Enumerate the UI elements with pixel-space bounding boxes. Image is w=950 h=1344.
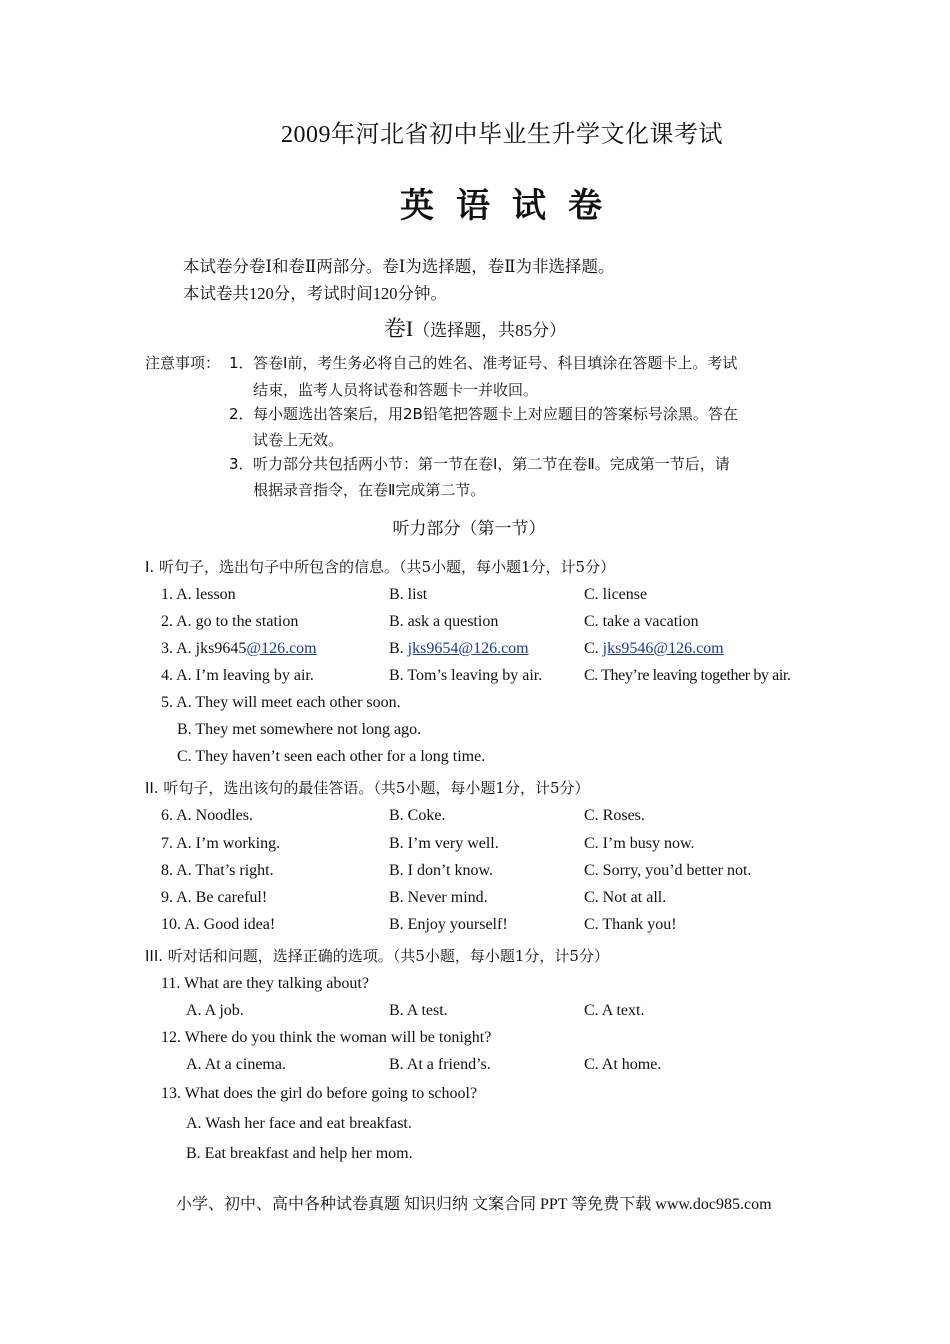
- q1-option-b: B. list: [389, 586, 428, 603]
- section-2-points: （共5小题，每小题1分，计5分）: [373, 779, 590, 797]
- section-2-heading: [145, 777, 590, 798]
- q7-option-a: 7. A. I’m working.: [161, 835, 281, 852]
- section-1-instruction: I. 听句子，选出句子中所包含的信息。: [145, 558, 399, 576]
- q13-option-b: B. Eat breakfast and help her mom.: [186, 1145, 413, 1162]
- q1-option-a: 1. A. lesson: [161, 586, 236, 603]
- q9-option-c: C. Not at all.: [584, 889, 667, 906]
- q2-option-c: C. take a vacation: [584, 613, 699, 630]
- note-1-line-2: 结束，监考人员将试卷和答题卡一并收回。: [253, 381, 539, 399]
- q1-option-c: C. license: [584, 586, 648, 603]
- q11-option-b: B. A test.: [389, 1002, 448, 1019]
- q8-option-b: B. I don’t know.: [389, 862, 493, 879]
- exam-subtitle: 英语试卷: [400, 188, 624, 225]
- section-2-instruction: II. 听句子，选出该句的最佳答语。: [145, 779, 374, 797]
- intro-line-1: 本试卷分卷Ⅰ和卷Ⅱ两部分。卷Ⅰ为选择题，卷Ⅱ为非选择题。: [183, 257, 615, 276]
- section-3-instruction: III. 听对话和问题，选择正确的选项。: [145, 947, 393, 965]
- exam-title: 2009年河北省初中毕业生升学文化课考试: [281, 122, 723, 148]
- q9-option-a: 9. A. Be careful!: [161, 889, 268, 906]
- q12-question: 12. Where do you think the woman will be tonight?: [161, 1029, 492, 1046]
- note-2-line-1: 每小题选出答案后，用2B铅笔把答题卡上对应题目的答案标号涂黑。答在: [253, 405, 738, 423]
- note-3-line-2: 根据录音指令，在卷Ⅱ完成第二节。: [253, 481, 486, 499]
- q12-option-b: B. At a friend’s.: [389, 1056, 491, 1073]
- q9-option-b: B. Never mind.: [389, 889, 488, 906]
- q4-option-c: C. They’re leaving together by air.: [584, 667, 791, 684]
- q2-option-b: B. ask a question: [389, 613, 499, 630]
- q10-option-a: 10. A. Good idea!: [161, 916, 276, 933]
- q2-option-a: 2. A. go to the station: [161, 613, 299, 630]
- q3-option-b-label: B.: [389, 640, 408, 657]
- q12-option-a: A. At a cinema.: [186, 1056, 286, 1073]
- footer-text: 小学、初中、高中各种试卷真题 知识归纳 文案合同 PPT 等免费下载 www.doc985.com: [176, 1196, 772, 1213]
- q10-option-b: B. Enjoy yourself!: [389, 916, 508, 933]
- q8-option-a: 8. A. That’s right.: [161, 862, 274, 879]
- listening-section-title: 听力部分（第一节）: [392, 519, 546, 539]
- part-one-detail: （选择题，共85分）: [413, 321, 567, 340]
- q6-option-b: B. Coke.: [389, 807, 446, 824]
- q11-option-c: C. A text.: [584, 1002, 645, 1019]
- section-3-heading: [145, 945, 609, 966]
- q13-question: 13. What does the girl do before going to school?: [161, 1085, 478, 1102]
- q3-option-a-email-link[interactable]: @126.com: [246, 640, 317, 657]
- q12-option-c: C. At home.: [584, 1056, 662, 1073]
- part-one-title: 卷I: [383, 316, 414, 341]
- q5-option-b: B. They met somewhere not long ago.: [177, 721, 422, 738]
- q11-question: 11. What are they talking about?: [161, 975, 369, 992]
- q5-option-a: 5. A. They will meet each other soon.: [161, 694, 401, 711]
- note-2-line-2: 试卷上无效。: [253, 431, 344, 449]
- note-3-line-1: 听力部分共包括两小节：第一节在卷Ⅰ，第二节在卷Ⅱ。完成第一节后，请: [253, 455, 730, 473]
- notes-label: 注意事项：: [145, 354, 221, 372]
- intro-line-2: 本试卷共120分，考试时间120分钟。: [183, 284, 447, 303]
- q6-option-a: 6. A. Noodles.: [161, 807, 253, 824]
- note-1-line-1: 答卷Ⅰ前，考生务必将自己的姓名、准考证号、科目填涂在答题卡上。考试: [253, 354, 738, 372]
- q10-option-c: C. Thank you!: [584, 916, 677, 933]
- q7-option-c: C. I’m busy now.: [584, 835, 695, 852]
- part-one-heading: [0, 312, 950, 343]
- section-1-points: （共5小题，每小题1分，计5分）: [398, 558, 616, 576]
- note-3-number: 3．: [229, 455, 254, 473]
- q7-option-b: B. I’m very well.: [389, 835, 499, 852]
- section-1-heading: [145, 556, 615, 577]
- q6-option-c: C. Roses.: [584, 807, 645, 824]
- q3-option-c-label: C.: [584, 640, 603, 657]
- note-2-number: 2．: [229, 405, 254, 423]
- q4-option-a: 4. A. I’m leaving by air.: [161, 667, 314, 684]
- q3-option-a: [161, 640, 317, 658]
- q3-option-b-email-link[interactable]: jks9654@126.com: [407, 640, 529, 657]
- note-1-number: 1．: [229, 354, 254, 372]
- q11-option-a: A. A job.: [186, 1002, 244, 1019]
- q4-option-b: B. Tom’s leaving by air.: [389, 667, 543, 684]
- q13-option-a: A. Wash her face and eat breakfast.: [186, 1115, 412, 1132]
- q8-option-c: C. Sorry, you’d better not.: [584, 862, 752, 879]
- q3-option-c: [584, 640, 724, 658]
- q3-option-c-email-link[interactable]: jks9546@126.com: [602, 640, 724, 657]
- q5-option-c: C. They haven’t seen each other for a long time.: [177, 748, 486, 765]
- section-3-points: （共5小题，每小题1分，计5分）: [392, 947, 609, 965]
- q3-option-a-text: 3. A. jks9645: [161, 640, 247, 657]
- q3-option-b: [389, 640, 529, 658]
